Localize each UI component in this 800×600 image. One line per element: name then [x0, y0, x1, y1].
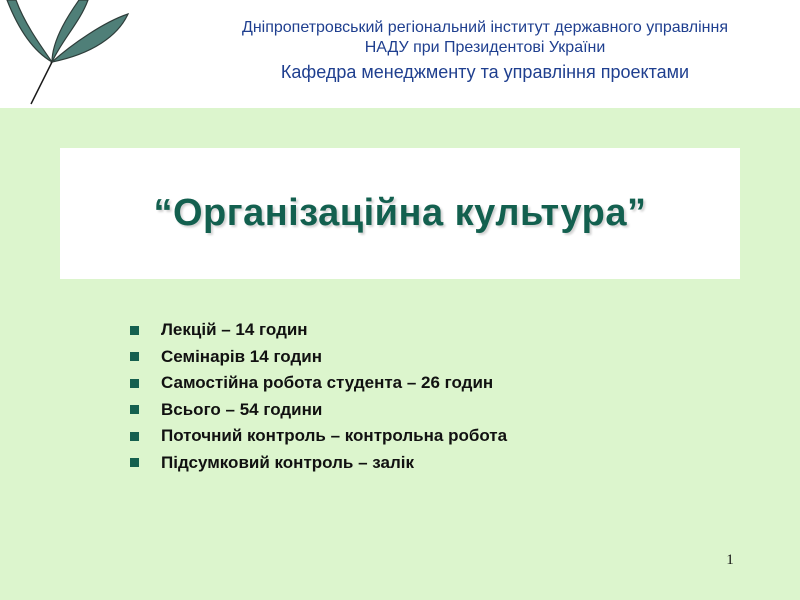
institute-name: Дніпропетровський регіональний інститут державного управління	[241, 19, 729, 36]
academy-name: НАДУ при Президентові України	[364, 39, 606, 56]
list-item-text: Семінарів 14 годин	[161, 346, 322, 366]
list-item-lectures	[130, 317, 507, 344]
bullet-square-icon	[130, 432, 139, 441]
slide-title: “Організаційна культура”	[153, 192, 647, 234]
list-item-text: Всього – 54 години	[161, 399, 323, 419]
list-item-self-study	[130, 370, 507, 397]
department-name: Кафедра менеджменту та управління проектами	[280, 62, 690, 82]
course-info-list	[130, 317, 507, 476]
leaf-logo-icon	[0, 0, 140, 108]
list-item-text: Самостійна робота студента – 26 годин	[161, 373, 494, 393]
list-item-text: Поточний контроль – контрольна робота	[161, 426, 508, 446]
bullet-square-icon	[130, 326, 139, 335]
slide-header	[0, 0, 800, 108]
title-box	[60, 148, 740, 279]
bullet-square-icon	[130, 458, 139, 467]
bullet-square-icon	[130, 379, 139, 388]
list-item-total	[130, 397, 507, 424]
list-item-text: Підсумковий контроль – залік	[161, 452, 414, 472]
list-item-seminars	[130, 344, 507, 371]
page-number: 1	[726, 552, 734, 568]
list-item-final-control	[130, 450, 507, 477]
list-item-current-control	[130, 423, 507, 450]
list-item-text: Лекцій – 14 годин	[161, 320, 308, 340]
institute-header	[160, 18, 800, 84]
slide-content	[0, 108, 800, 600]
bullet-square-icon	[130, 352, 139, 361]
bullet-square-icon	[130, 405, 139, 414]
